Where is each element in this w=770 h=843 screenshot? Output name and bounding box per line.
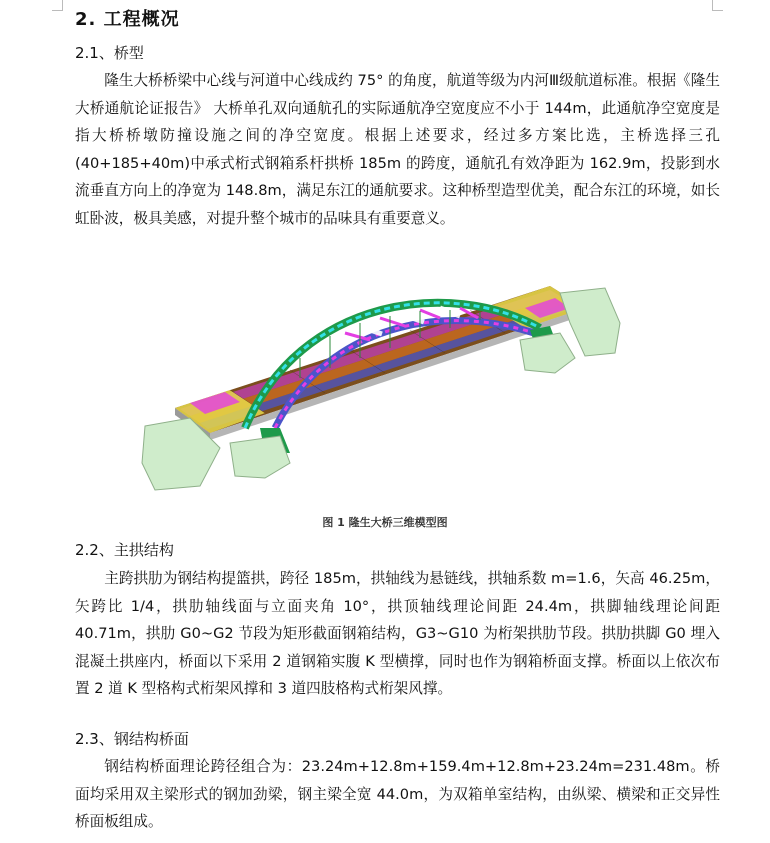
paragraph-bridge-type: 隆生大桥桥梁中心线与河道中心线成约 75° 的角度，航道等级为内河Ⅲ级航道标准。根据《隆生大桥通航论证报告》 大桥单孔双向通航孔的实际通航净空宽度应不小于 144m，此通航净空宽度是指大桥桥墩防撞设施之间的净空宽度。根据上述要求，经过多方案比选，主桥选择三孔(40+185+40m)中承式桁式钢箱系杆拱桥 185m 的跨度，通航孔有效净距为 162.9m，投影到水流垂直方向上的净宽为 148.8m，满足东江的通航要求。这种桥型造型优美，配合东江的环境，如长虹卧波，极具美感，对提升整个城市的品味具有重要意义。 <box>75 72 720 227</box>
center-pier-right <box>520 333 575 373</box>
right-pier <box>560 288 620 356</box>
paragraph-steel-deck: 钢结构桥面理论跨径组合为：23.24m+12.8m+159.4m+12.8m+23.24m=231.48m。桥面均采用双主梁形式的钢加劲梁，钢主梁全宽 44.0m，为双箱单室结构，由纵梁、横梁和正交异性桥面板组成。 <box>75 758 720 830</box>
subsection-title-steel-deck: 2.3、钢结构桥面 <box>75 730 189 748</box>
figure-caption: 图 1 隆生大桥三维模型图 <box>322 516 448 529</box>
subsection-title-main-arch: 2.2、主拱结构 <box>75 541 174 559</box>
bridge-3d-model-figure <box>130 278 630 508</box>
center-pier-left <box>230 436 290 478</box>
margin-mark-left <box>52 0 63 11</box>
subsection-title-bridge-type: 2.1、桥型 <box>75 44 144 62</box>
section-heading: 2. 工程概况 <box>75 9 180 30</box>
margin-mark-right <box>712 0 723 11</box>
paragraph-main-arch: 主跨拱肋为钢结构提篮拱，跨径 185m，拱轴线为悬链线，拱轴系数 m=1.6，矢高 46.25m，矢跨比 1/4，拱肋轴线面与立面夹角 10°，拱顶轴线理论间距 24.4m，拱脚轴线理论间距 40.71m，拱肋 G0~G2 节段为矩形截面钢箱结构，G3~G10 为桁架拱肋节段。拱肋拱脚 G0 埋入混凝土拱座内，桥面以下采用 2 道钢箱实腹 K 型横撑，同时也作为钢箱桥面支撑。桥面以上依次布置 2 道 K 型格构式桁架风撑和 3 道四肢格构式桁架风撑。 <box>75 570 720 697</box>
